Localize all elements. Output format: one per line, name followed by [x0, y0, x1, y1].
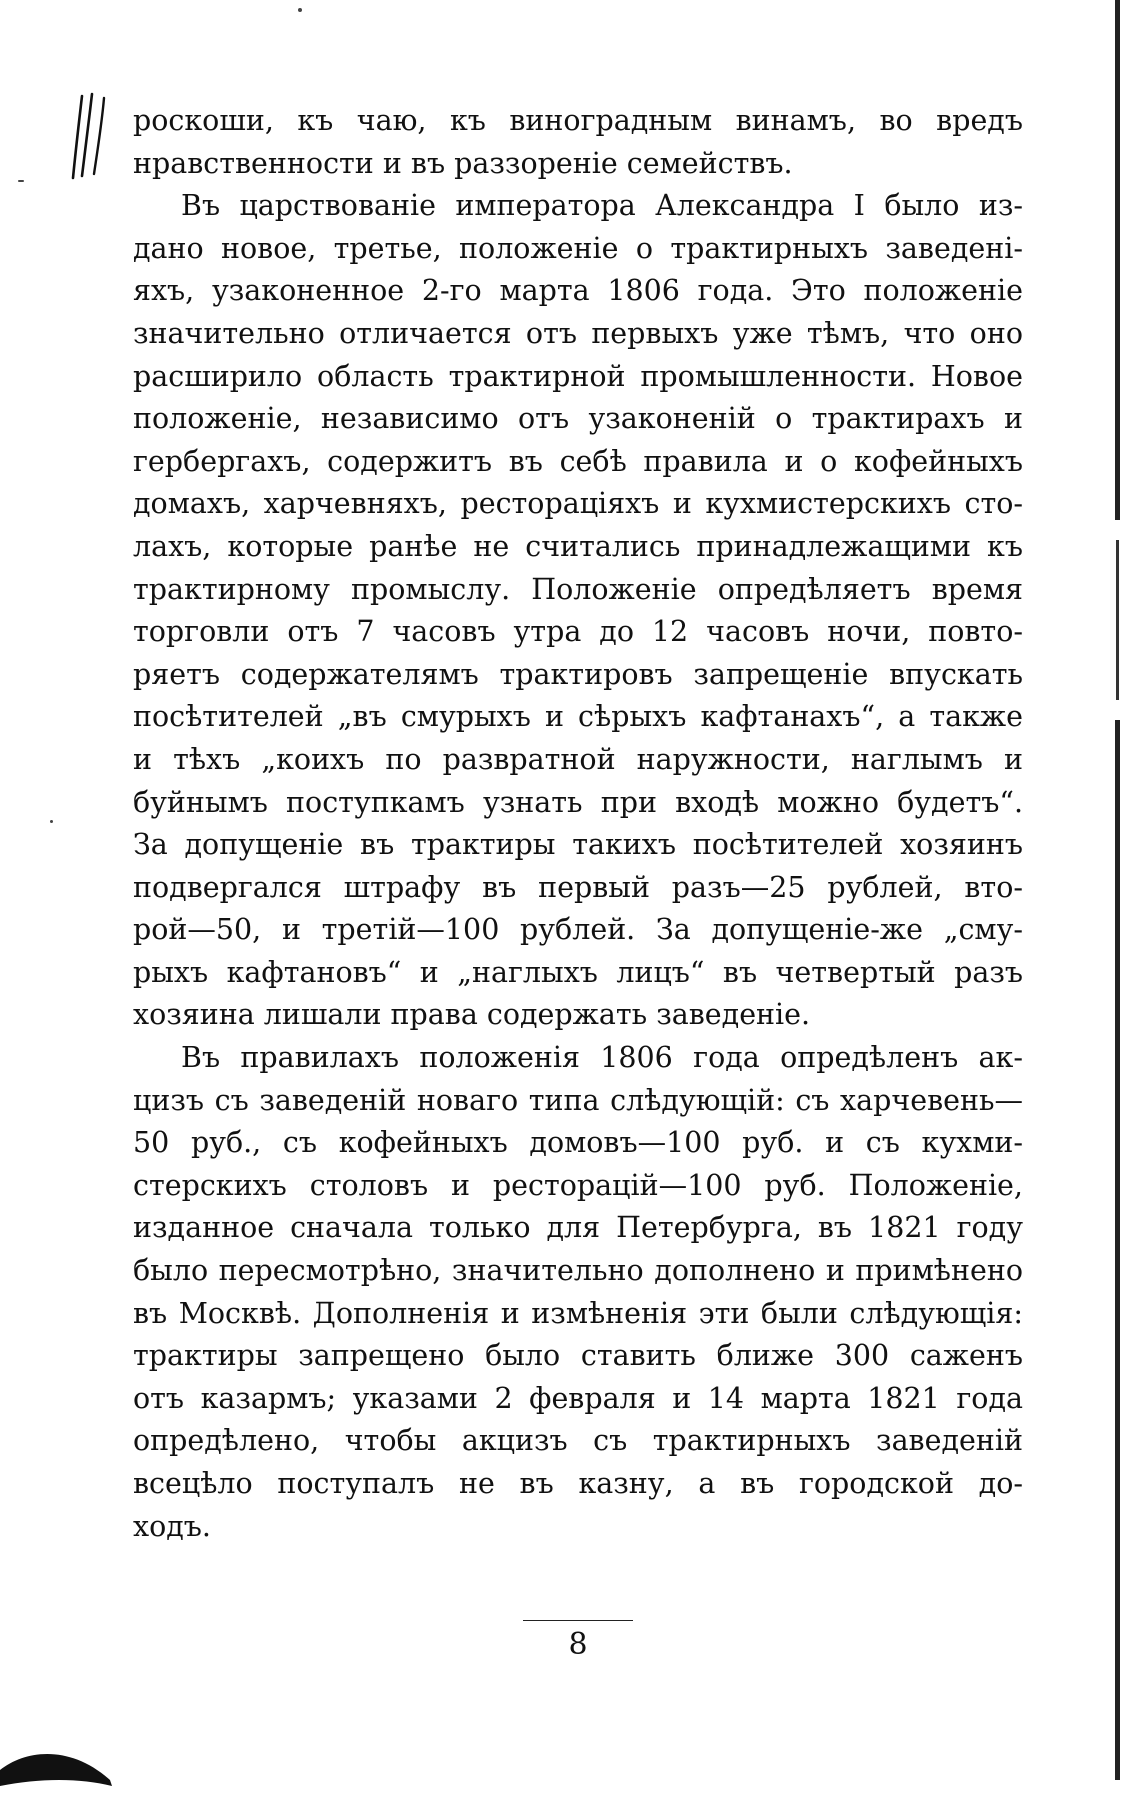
speck-left-1: [18, 180, 24, 182]
speck-left-2: [50, 820, 53, 823]
page-number: 8: [568, 1627, 588, 1662]
page-number-rule: [523, 1620, 633, 1621]
text-line: роскоши, къ чаю, къ виноградным винамъ, во вредъ: [133, 104, 1023, 137]
text-line: Въ царствованіе императора Александра I было из-: [181, 189, 1023, 223]
text-line: За допущеніе въ трактиры такихъ посѣтителей хозяинъ: [133, 828, 1023, 862]
text-line: нравственности и въ раззореніе семействъ.: [133, 146, 793, 180]
text-line: расширило область трактирной промышленности. Новое: [133, 359, 1023, 393]
paragraph: [133, 185, 1023, 1037]
text-line: ходъ.: [133, 1509, 211, 1543]
text-line: дано новое, третье, положеніе о трактирныхъ заведені-: [133, 231, 1023, 265]
text-line: ряетъ содержателямъ трактировъ запрещеніе впускать: [133, 657, 1023, 691]
text-line: трактирному промыслу. Положеніе опредѣляетъ время: [133, 572, 1023, 606]
text-line: цизъ съ заведеній новаго типа слѣдующій: съ харчевень—: [133, 1083, 1023, 1117]
text-line: значительно отличается отъ первыхъ уже тѣмъ, что оно: [133, 316, 1023, 350]
text-line: положеніе, независимо отъ узаконеній о трактирахъ и: [133, 402, 1023, 436]
paragraph: [133, 100, 1023, 185]
text-line: трактиры запрещено было ставить ближе 300 саженъ: [133, 1339, 1023, 1373]
text-line: подвергался штрафу въ первый разъ—25 рублей, вто-: [133, 870, 1023, 904]
text-line: изданное сначала только для Петербурга, въ 1821 году: [133, 1211, 1023, 1245]
text-line: торговли отъ 7 часовъ утра до 12 часовъ ночи, повто-: [133, 615, 1023, 649]
text-line: Въ правилахъ положенія 1806 года опредѣленъ ак-: [181, 1041, 1023, 1075]
speck-top: [298, 8, 302, 12]
handwritten-margin-mark: [68, 92, 118, 182]
text-line: было пересмотрѣно, значительно дополнено и примѣнено: [133, 1254, 1023, 1288]
text-line: лахъ, которые ранѣе не считались принадлежащими къ: [133, 529, 1023, 563]
text-line: хозяина лишали права содержать заведеніе.: [133, 998, 811, 1032]
body-text: [133, 100, 1023, 1548]
text-line: рыхъ кафтановъ“ и „наглыхъ лицъ“ въ четвертый разъ: [133, 955, 1023, 989]
text-line: гербергахъ, содержитъ въ себѣ правила и о кофейныхъ: [133, 444, 1023, 478]
text-line: посѣтителей „въ смурыхъ и сѣрыхъ кафтанахъ“, а также: [133, 700, 1023, 734]
corner-ink-blot: [0, 1730, 120, 1807]
text-line: отъ казармъ; указами 2 февраля и 14 марта 1821 года: [133, 1381, 1023, 1415]
paragraph: [133, 1037, 1023, 1548]
text-line: въ Москвѣ. Дополненія и измѣненія эти были слѣдующія:: [133, 1296, 1023, 1330]
text-line: всецѣло поступалъ не въ казну, а въ городской до-: [133, 1467, 1023, 1500]
page-edge-shadow: [1112, 0, 1124, 1807]
text-line: домахъ, харчевняхъ, ресторацiяхъ и кухмистерскихъ сто-: [133, 487, 1023, 521]
text-line: 50 руб., съ кофейныхъ домовъ—100 руб. и съ кухми-: [133, 1126, 1023, 1160]
text-line: яхъ, узаконенное 2-го марта 1806 года. Это положеніе: [133, 274, 1023, 308]
text-line: стерскихъ столовъ и ресторацій—100 руб. Положеніе,: [133, 1168, 1023, 1202]
text-line: буйнымъ поступкамъ узнать при входѣ можно будетъ“.: [133, 785, 1023, 819]
text-line: опредѣлено, чтобы акцизъ съ трактирныхъ заведеній: [133, 1424, 1023, 1458]
text-line: и тѣхъ „коихъ по развратной наружности, наглымъ и: [133, 742, 1023, 776]
text-line: рой—50, и третій—100 рублей. За допущеніе-же „сму-: [133, 913, 1023, 947]
